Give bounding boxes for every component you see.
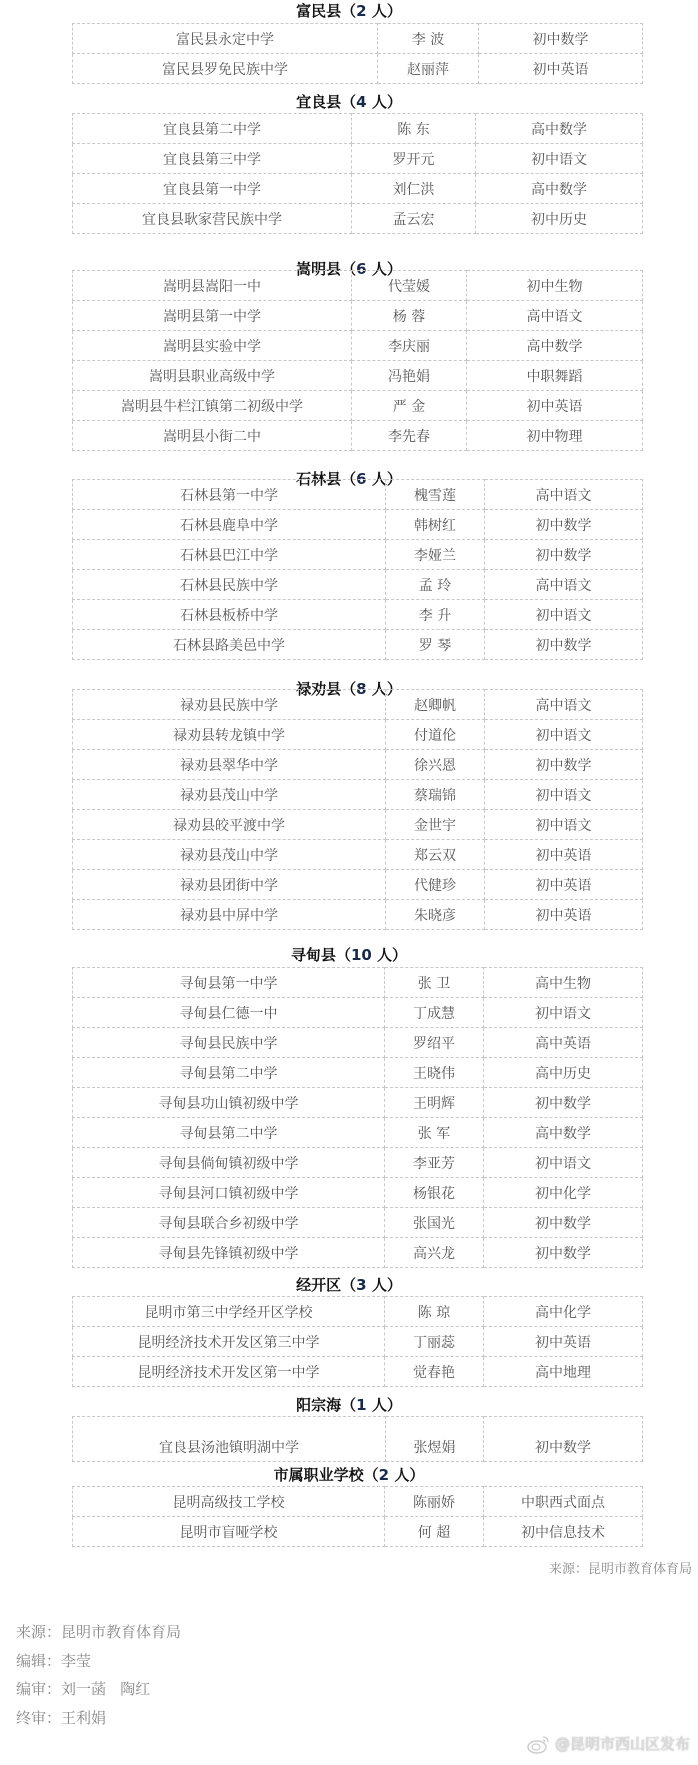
teacher-name-cell: 王明辉: [385, 1088, 484, 1118]
school-cell: 宜良县第二中学: [73, 114, 352, 144]
subject-cell: 初中英语: [485, 870, 643, 900]
school-cell: 嵩明县实验中学: [73, 331, 352, 361]
subject-cell: 高中语文: [485, 480, 643, 510]
school-cell: 石林县第一中学: [73, 480, 386, 510]
table-row: [73, 690, 643, 720]
table-row: [73, 870, 643, 900]
table-row: [73, 361, 643, 391]
school-cell: 昆明经济技术开发区第三中学: [73, 1327, 385, 1357]
table-row: [73, 720, 643, 750]
section-count: 3: [356, 1276, 367, 1294]
table-row: [73, 510, 643, 540]
school-cell: 宜良县第三中学: [73, 144, 352, 174]
teacher-name-cell: 张 卫: [385, 968, 484, 998]
school-cell: 昆明市第三中学经开区学校: [73, 1297, 385, 1327]
teacher-name-cell: 冯艳娟: [352, 361, 467, 391]
subject-cell: 高中地理: [484, 1357, 643, 1387]
subject-cell: 初中历史: [476, 204, 643, 234]
teacher-name-cell: 觉春艳: [385, 1357, 484, 1387]
teacher-name-cell: 陈 琼: [385, 1297, 484, 1327]
paren-close: 人）: [371, 946, 408, 964]
subject-cell: 高中语文: [467, 301, 643, 331]
subject-cell: 高中语文: [485, 570, 643, 600]
section-name: 石林县: [296, 470, 342, 488]
teacher-name-cell: 张 军: [385, 1118, 484, 1148]
table-row: [73, 900, 643, 930]
section-count: 2: [356, 2, 367, 20]
paren-close: 人）: [389, 1466, 425, 1484]
school-cell: 嵩明县牛栏江镇第二初级中学: [73, 391, 352, 421]
table-row: [73, 24, 643, 54]
school-cell: 寻甸县第二中学: [73, 1118, 385, 1148]
school-cell: 寻甸县先锋镇初级中学: [73, 1238, 385, 1268]
teacher-name-cell: 李娅兰: [386, 540, 485, 570]
credit-reviewer: 编审：刘一菡 陶红: [16, 1680, 151, 1699]
subject-cell: 中职舞蹈: [467, 361, 643, 391]
paren-open: （: [341, 2, 357, 20]
subject-cell: 初中化学: [484, 1178, 643, 1208]
school-cell: 寻甸县第一中学: [73, 968, 385, 998]
table-row: [73, 331, 643, 361]
school-cell: 寻甸县功山镇初级中学: [73, 1088, 385, 1118]
table-row: [73, 968, 643, 998]
teacher-name-cell: 刘仁洪: [352, 174, 476, 204]
subject-cell: 高中历史: [484, 1058, 643, 1088]
school-cell: 禄劝县民族中学: [73, 690, 386, 720]
table-row: [73, 391, 643, 421]
credits-footer: [16, 1618, 181, 1733]
table-row: [73, 421, 643, 451]
table-row: [73, 1088, 643, 1118]
school-cell: 富民县罗免民族中学: [73, 54, 378, 84]
table-row: [73, 480, 643, 510]
section-title: [0, 1464, 698, 1486]
subject-cell: 初中英语: [479, 54, 643, 84]
teacher-name-cell: 金世宇: [386, 810, 485, 840]
section-name: 富民县: [296, 2, 342, 20]
paren-open: （: [341, 93, 357, 111]
teacher-table: [72, 967, 643, 1268]
subject-cell: 初中语文: [485, 810, 643, 840]
watermark-text: @昆明市西山区发布: [554, 1735, 690, 1753]
section-count: 2: [378, 1466, 390, 1484]
teacher-name-cell: 杨银花: [385, 1178, 484, 1208]
school-cell: 寻甸县河口镇初级中学: [73, 1178, 385, 1208]
table-row: [73, 1297, 643, 1327]
paren-open: （: [335, 946, 351, 964]
teacher-name-cell: 陈丽娇: [385, 1487, 484, 1517]
teacher-name-cell: 张国光: [385, 1208, 484, 1238]
teacher-name-cell: 何 超: [385, 1517, 484, 1547]
subject-cell: 初中数学: [484, 1238, 643, 1268]
table-row: [73, 1178, 643, 1208]
subject-cell: 初中物理: [467, 421, 643, 451]
school-cell: 富民县永定中学: [73, 24, 378, 54]
school-cell: 石林县巴江中学: [73, 540, 386, 570]
subject-cell: 初中语文: [485, 780, 643, 810]
teacher-name-cell: 李庆丽: [352, 331, 467, 361]
section-name: 寻甸县: [290, 946, 336, 964]
table-row: [73, 271, 643, 301]
teacher-name-cell: 蔡瑞锦: [386, 780, 485, 810]
paren-close: 人）: [366, 2, 402, 20]
school-cell: 宜良县耿家营民族中学: [73, 204, 352, 234]
section-title: [0, 944, 698, 966]
school-cell: 石林县民族中学: [73, 570, 386, 600]
school-cell: 禄劝县团街中学: [73, 870, 386, 900]
school-cell: 嵩明县第一中学: [73, 301, 352, 331]
section-count: 6: [356, 470, 367, 488]
subject-cell: 高中数学: [484, 1118, 643, 1148]
table-row: [73, 1327, 643, 1357]
section-name: 阳宗海: [296, 1396, 342, 1414]
section-count: 8: [356, 680, 367, 698]
subject-cell: 初中数学: [484, 1088, 643, 1118]
section-title: [0, 1394, 698, 1416]
teacher-name-cell: 朱晓彦: [386, 900, 485, 930]
teacher-name-cell: 王晓伟: [385, 1058, 484, 1088]
subject-cell: 初中英语: [485, 840, 643, 870]
school-cell: 禄劝县皎平渡中学: [73, 810, 386, 840]
paren-open: （: [341, 1276, 357, 1294]
teacher-name-cell: 代莹媛: [352, 271, 467, 301]
subject-cell: 初中数学: [479, 24, 643, 54]
subject-cell: 初中语文: [476, 144, 643, 174]
teacher-name-cell: 郑云双: [386, 840, 485, 870]
table-row: [73, 630, 643, 660]
table-row: [73, 1417, 643, 1462]
subject-cell: 初中数学: [485, 540, 643, 570]
subject-cell: 初中数学: [485, 510, 643, 540]
paren-close: 人）: [366, 93, 402, 111]
section-title: [0, 1274, 698, 1296]
table-row: [73, 54, 643, 84]
school-cell: 寻甸县第二中学: [73, 1058, 385, 1088]
section-name: 市属职业学校: [273, 1466, 364, 1484]
subject-cell: 初中英语: [467, 391, 643, 421]
section-name: 禄劝县: [296, 680, 342, 698]
table-row: [73, 540, 643, 570]
teacher-name-cell: 孟云宏: [352, 204, 476, 234]
section-count: 1: [356, 1396, 367, 1414]
table-row: [73, 600, 643, 630]
subject-cell: 初中数学: [484, 1417, 643, 1462]
table-row: [73, 1357, 643, 1387]
school-cell: 石林县路美邑中学: [73, 630, 386, 660]
paren-close: 人）: [366, 260, 402, 278]
section-title: [0, 91, 698, 113]
school-cell: 嵩明县嵩阳一中: [73, 271, 352, 301]
school-cell: 昆明经济技术开发区第一中学: [73, 1357, 385, 1387]
credit-source: 来源：昆明市教育体育局: [16, 1623, 182, 1641]
teacher-name-cell: 韩树红: [386, 510, 485, 540]
teacher-name-cell: 严 金: [352, 391, 467, 421]
paren-open: （: [341, 260, 357, 278]
subject-cell: 初中语文: [485, 600, 643, 630]
table-row: [73, 840, 643, 870]
school-cell: 石林县鹿阜中学: [73, 510, 386, 540]
school-cell: 石林县板桥中学: [73, 600, 386, 630]
teacher-name-cell: 杨 蓉: [352, 301, 467, 331]
teacher-table: [72, 113, 643, 234]
section-name: 经开区: [296, 1276, 342, 1294]
table-row: [73, 780, 643, 810]
teacher-table: [72, 689, 643, 930]
table-row: [73, 1148, 643, 1178]
subject-cell: 初中语文: [485, 720, 643, 750]
table-row: [73, 204, 643, 234]
subject-cell: 初中语文: [484, 1148, 643, 1178]
table-row: [73, 174, 643, 204]
table-row: [73, 1028, 643, 1058]
paren-close: 人）: [366, 680, 402, 698]
teacher-name-cell: 赵卿帆: [386, 690, 485, 720]
subject-cell: 高中数学: [467, 331, 643, 361]
teacher-name-cell: 李亚芳: [385, 1148, 484, 1178]
credit-editor: 编辑：李莹: [16, 1651, 92, 1670]
school-cell: 寻甸县倘甸镇初级中学: [73, 1148, 385, 1178]
school-cell: 禄劝县茂山中学: [73, 840, 386, 870]
school-cell: 禄劝县中屏中学: [73, 900, 386, 930]
paren-close: 人）: [366, 470, 402, 488]
table-row: [73, 1118, 643, 1148]
school-cell: 寻甸县联合乡初级中学: [73, 1208, 385, 1238]
subject-cell: 初中数学: [485, 630, 643, 660]
subject-cell: 高中英语: [484, 1028, 643, 1058]
paren-close: 人）: [366, 1276, 402, 1294]
teacher-table: [72, 270, 643, 451]
school-cell: 寻甸县民族中学: [73, 1028, 385, 1058]
school-cell: 禄劝县茂山中学: [73, 780, 386, 810]
teacher-name-cell: 罗 琴: [386, 630, 485, 660]
school-cell: 禄劝县翠华中学: [73, 750, 386, 780]
table-row: [73, 750, 643, 780]
subject-cell: 初中数学: [484, 1208, 643, 1238]
subject-cell: 初中英语: [485, 900, 643, 930]
subject-cell: 初中数学: [485, 750, 643, 780]
teacher-name-cell: 孟 玲: [386, 570, 485, 600]
teacher-name-cell: 李先春: [352, 421, 467, 451]
school-cell: 昆明高级技工学校: [73, 1487, 385, 1517]
teacher-table: [72, 479, 643, 660]
subject-cell: 高中数学: [476, 174, 643, 204]
subject-cell: 初中信息技术: [484, 1517, 643, 1547]
table-row: [73, 810, 643, 840]
school-cell: 寻甸县仁德一中: [73, 998, 385, 1028]
table-row: [73, 1058, 643, 1088]
teacher-name-cell: 李 波: [378, 24, 479, 54]
table-row: [73, 1208, 643, 1238]
subject-cell: 高中语文: [485, 690, 643, 720]
section-count: 6: [356, 260, 367, 278]
school-cell: 宜良县第一中学: [73, 174, 352, 204]
school-cell: 禄劝县转龙镇中学: [73, 720, 386, 750]
teacher-table: [72, 1486, 643, 1547]
teacher-name-cell: 代健珍: [386, 870, 485, 900]
teacher-name-cell: 徐兴恩: [386, 750, 485, 780]
school-cell: 宜良县汤池镇明湖中学: [73, 1417, 386, 1462]
teacher-name-cell: 付道伦: [386, 720, 485, 750]
teacher-name-cell: 罗绍平: [385, 1028, 484, 1058]
section-count: 4: [356, 93, 367, 111]
credit-final-reviewer: 终审：王利娟: [16, 1709, 107, 1728]
teacher-name-cell: 槐雪莲: [386, 480, 485, 510]
table-row: [73, 1517, 643, 1547]
table-row: [73, 570, 643, 600]
weibo-logo-icon: [527, 1734, 551, 1754]
subject-cell: 高中化学: [484, 1297, 643, 1327]
subject-cell: 高中生物: [484, 968, 643, 998]
teacher-name-cell: 陈 东: [352, 114, 476, 144]
paren-open: （: [363, 1466, 379, 1484]
paren-open: （: [341, 1396, 357, 1414]
teacher-name-cell: 赵丽萍: [378, 54, 479, 84]
table-row: [73, 1487, 643, 1517]
school-cell: 嵩明县职业高级中学: [73, 361, 352, 391]
section-name: 嵩明县: [296, 260, 342, 278]
school-cell: 昆明市盲哑学校: [73, 1517, 385, 1547]
section-name: 宜良县: [296, 93, 342, 111]
teacher-name-cell: 李 升: [386, 600, 485, 630]
weibo-watermark: [527, 1733, 690, 1754]
subject-cell: 初中语文: [484, 998, 643, 1028]
teacher-name-cell: 张煜娟: [386, 1417, 484, 1462]
table-row: [73, 114, 643, 144]
teacher-table: [72, 23, 643, 84]
table-row: [73, 144, 643, 174]
subject-cell: 初中生物: [467, 271, 643, 301]
paren-open: （: [341, 680, 357, 698]
teacher-name-cell: 高兴龙: [385, 1238, 484, 1268]
section-title: [0, 0, 698, 22]
table-row: [73, 998, 643, 1028]
paren-open: （: [341, 470, 357, 488]
teacher-name-cell: 丁成慧: [385, 998, 484, 1028]
table-row: [73, 1238, 643, 1268]
source-caption: 来源：昆明市教育体育局: [548, 1562, 692, 1577]
teacher-table: [72, 1416, 643, 1462]
school-cell: 嵩明县小街二中: [73, 421, 352, 451]
paren-close: 人）: [366, 1396, 402, 1414]
teacher-name-cell: 丁丽蕊: [385, 1327, 484, 1357]
teacher-table: [72, 1296, 643, 1387]
section-count: 10: [350, 946, 372, 964]
teacher-name-cell: 罗开元: [352, 144, 476, 174]
subject-cell: 中职西式面点: [484, 1487, 643, 1517]
subject-cell: 初中英语: [484, 1327, 643, 1357]
subject-cell: 高中数学: [476, 114, 643, 144]
table-row: [73, 301, 643, 331]
